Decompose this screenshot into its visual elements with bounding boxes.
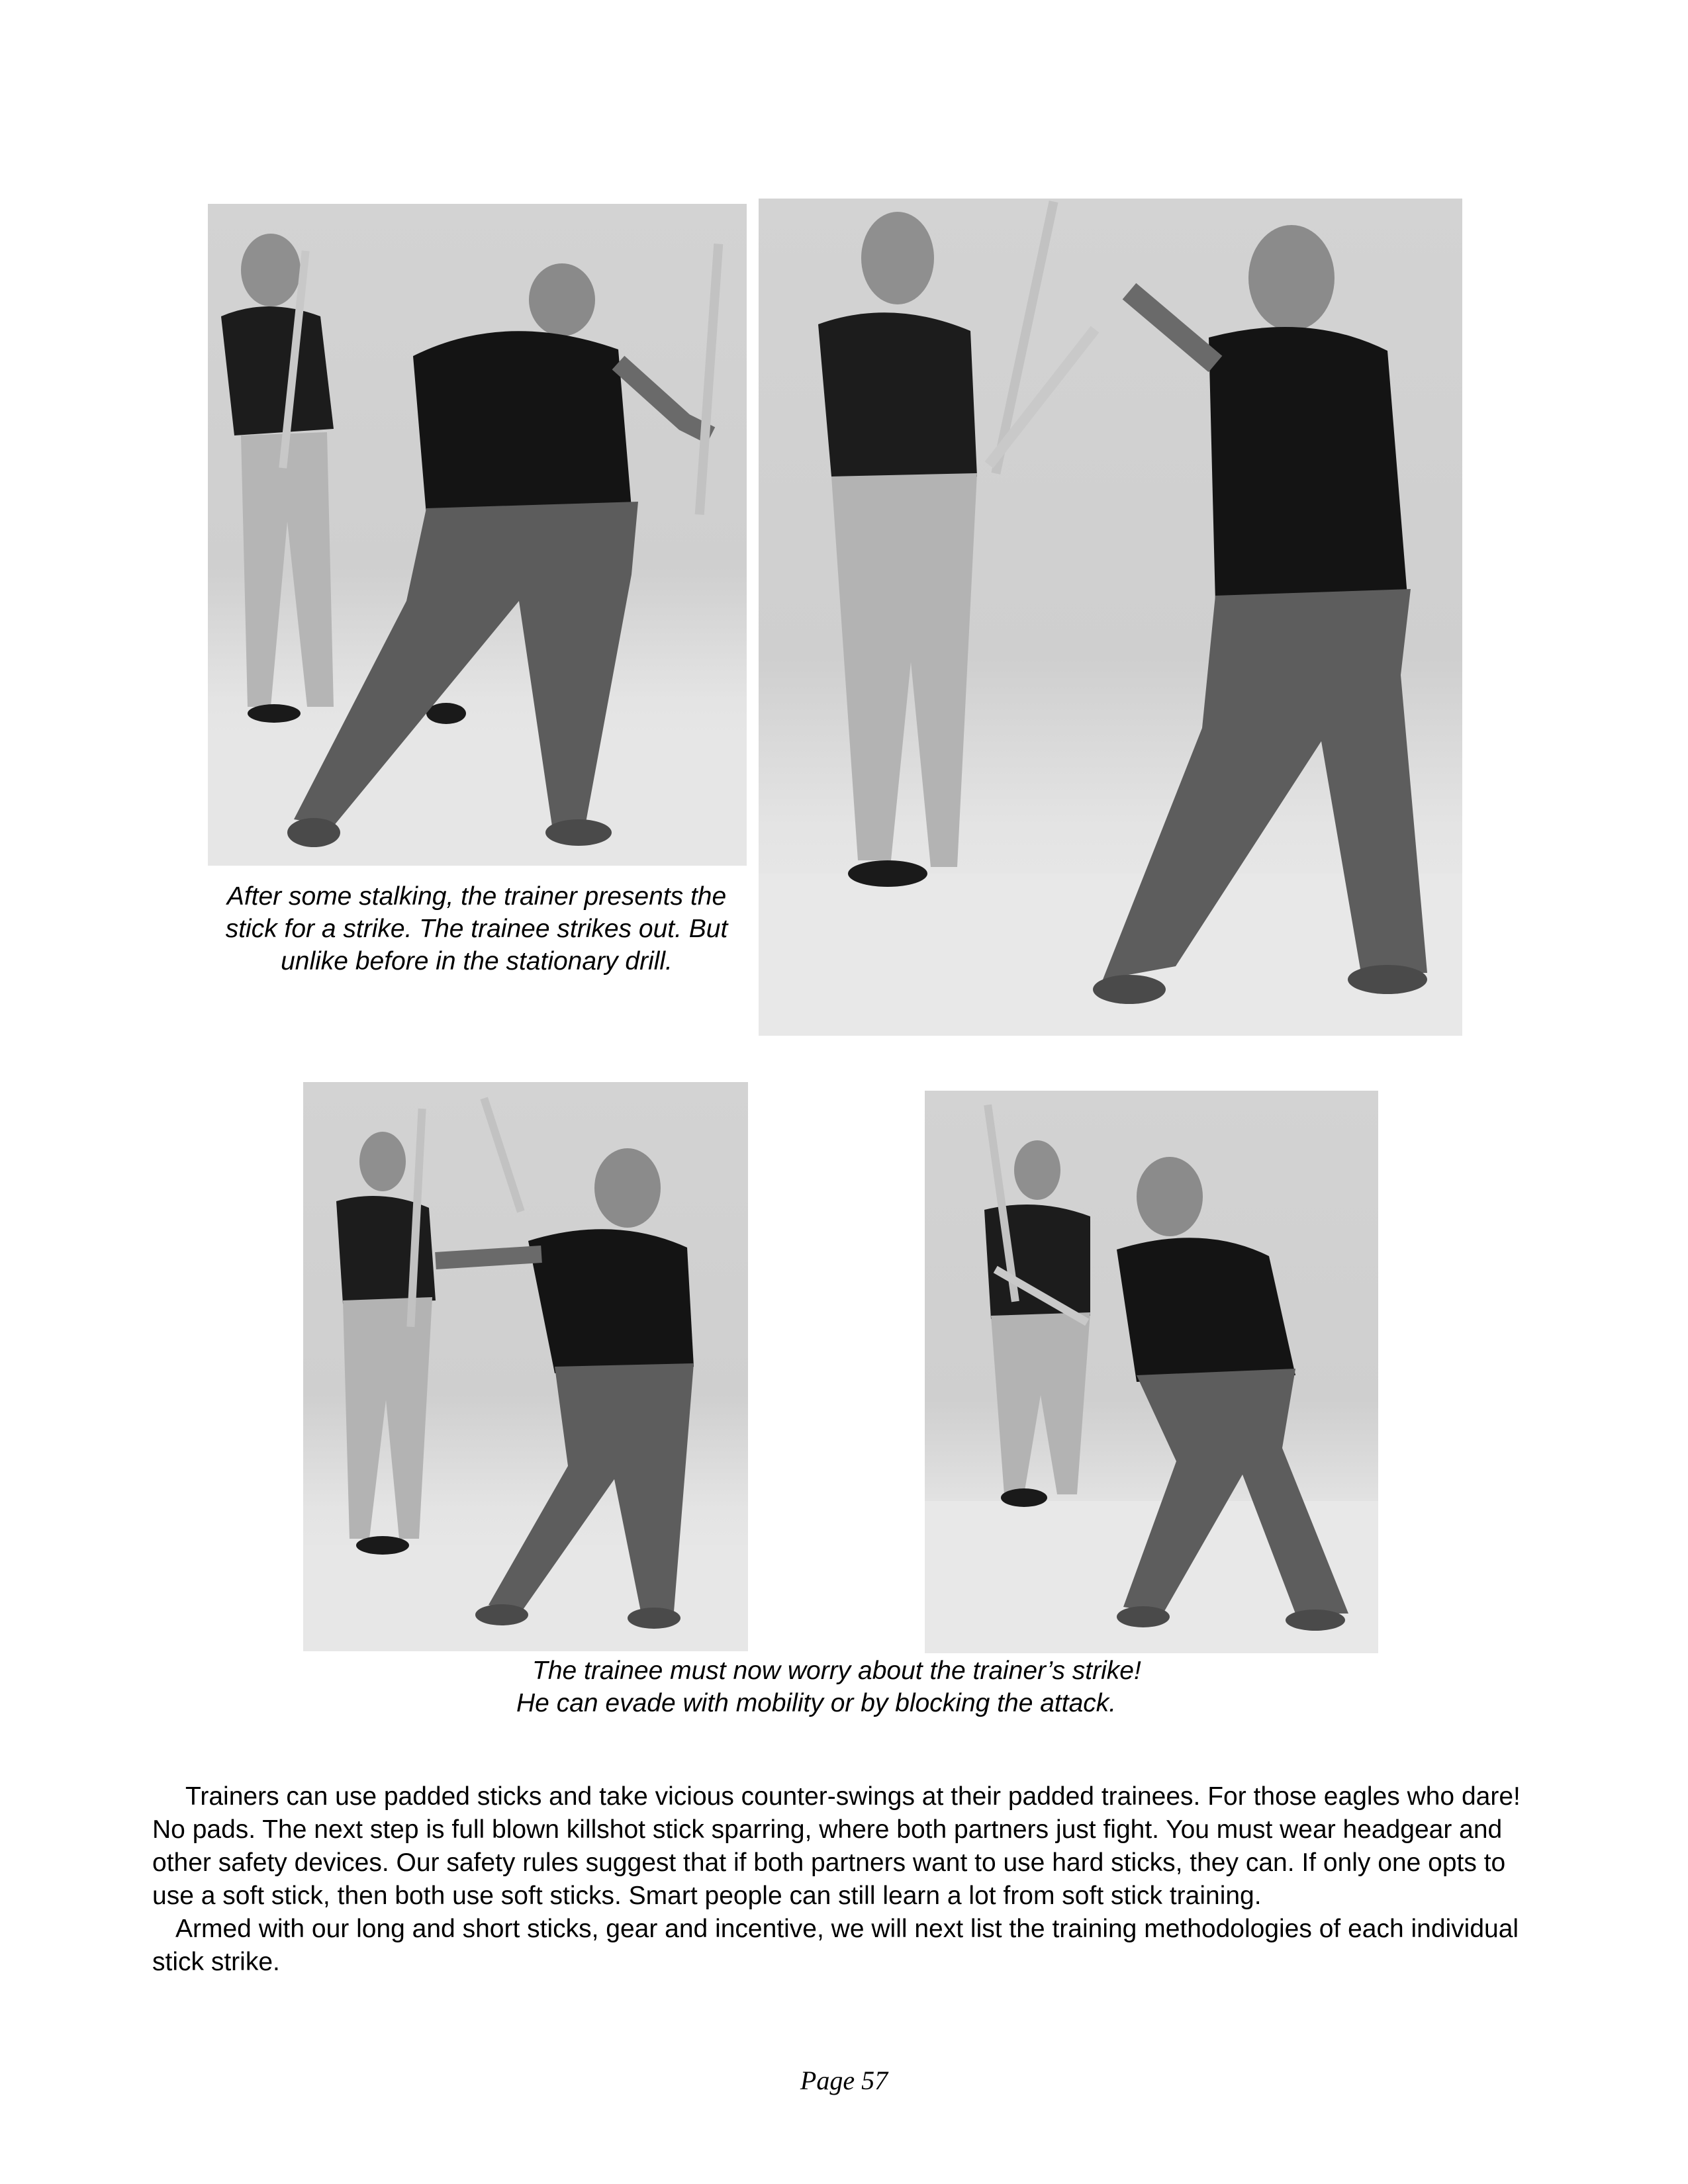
photo-bottom-left	[303, 1082, 748, 1651]
page-number: Page 57	[800, 2066, 888, 2095]
top-caption-line-2: stick for a strike. The trainee strikes out. But	[225, 915, 728, 943]
body-paragraph-1: Trainers can use padded sticks and take vicious counter-swings at their padded trainees. For those eagles who dare! No pads. The next step is full blown killshot stick sparring, where both partners just fight. You must wear headgear and other safety devices. Our safety rules suggest that if both partners want to use hard sticks, they can. If only one opts to use a soft stick, then both use soft sticks. Smart people can still learn a lot from soft stick training.	[152, 1782, 1521, 1910]
photo-top-right	[759, 199, 1462, 1036]
top-caption-line-3: unlike before in the stationary drill.	[281, 947, 673, 976]
top-photo-caption	[199, 880, 755, 978]
bottom-photo-caption	[463, 1655, 1258, 1719]
body-text	[152, 1780, 1542, 1979]
body-paragraph-2: Armed with our long and short sticks, gear and incentive, we will next list the training methodologies of each individual stick strike.	[152, 1915, 1519, 1976]
bottom-caption-line-2: He can evade with mobility or by blocking the attack.	[516, 1689, 1117, 1717]
photo-bottom-right	[925, 1091, 1378, 1653]
photo-top-left	[208, 204, 747, 866]
top-caption-line-1: After some stalking, the trainer presents the	[226, 882, 727, 911]
bottom-caption-line-1: The trainee must now worry about the trainer’s strike!	[532, 1657, 1141, 1685]
